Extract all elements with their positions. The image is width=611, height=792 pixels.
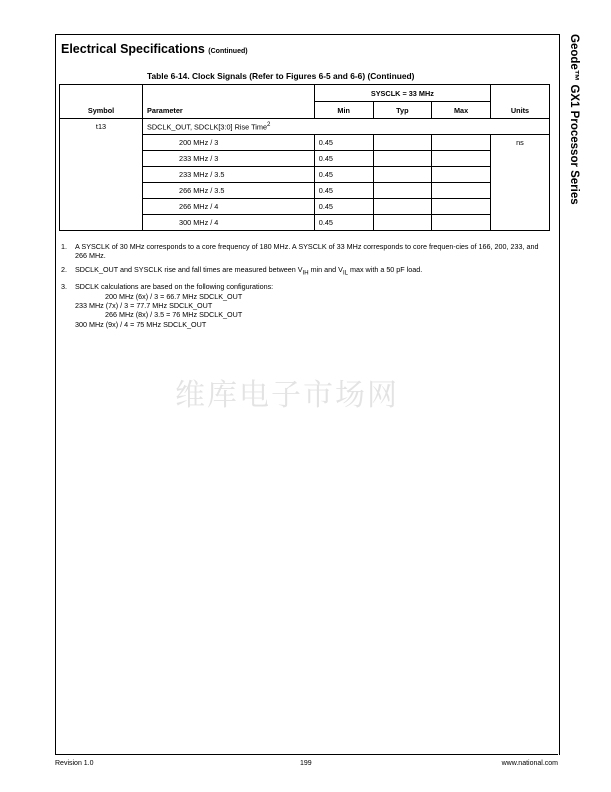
header-typ: Typ <box>373 102 432 119</box>
note-number: 2. <box>61 264 67 274</box>
note-number: 1. <box>61 242 67 251</box>
typ-cell <box>373 151 432 167</box>
calc-line: 266 MHz (8x) / 3.5 = 76 MHz SDCLK_OUT <box>105 310 243 320</box>
footer-divider <box>55 754 558 755</box>
calc-line: 233 MHz (7x) / 3 = 77.7 MHz SDCLK_OUT <box>75 300 213 310</box>
min-cell: 0.45 <box>314 183 373 199</box>
table-caption-text: Table 6-14. Clock Signals (Refer to Figures 6-5 and 6-6) (Continued) <box>147 71 415 81</box>
sdclk-calculations <box>61 292 551 329</box>
parameter-group-text: SDCLK_OUT, SDCLK[3:0] Rise Time <box>147 122 268 132</box>
min-cell: 0.45 <box>314 215 373 231</box>
note-1 <box>61 242 551 261</box>
parameter-cell: 266 MHz / 3.5 <box>143 183 315 199</box>
note-text: A SYSCLK of 30 MHz corresponds to a core frequency of 180 MHz. A SYSCLK of 33 MHz corresponds to core frequen-cies of 166, 200, 233, and 266 MHz. <box>75 242 539 261</box>
sidebar-title-text: Geode™ GX1 Processor Series <box>568 34 580 205</box>
note-sub-ih: IH <box>302 270 309 277</box>
note-text-b: min and V <box>308 264 343 274</box>
parameter-cell: 266 MHz / 4 <box>143 199 315 215</box>
min-cell: 0.45 <box>314 199 373 215</box>
symbol-cell: t13 <box>60 119 143 231</box>
units-cell: ns <box>490 135 549 231</box>
max-cell <box>432 183 491 199</box>
watermark-text: 维库电子市场网 <box>175 378 399 413</box>
note-text: SDCLK calculations are based on the following configurations: <box>75 282 274 292</box>
note-text-a: SDCLK_OUT and SYSCLK rise and fall times are measured between V <box>75 264 303 274</box>
calc-line: 200 MHz (6x) / 3 = 66.7 MHz SDCLK_OUT <box>105 291 243 301</box>
typ-cell <box>373 135 432 151</box>
min-cell: 0.45 <box>314 135 373 151</box>
header-symbol: Symbol <box>60 85 143 119</box>
header-sysclk-group: SYSCLK = 33 MHz <box>314 85 490 102</box>
note-text-c: max with a 50 pF load. <box>347 264 423 274</box>
parameter-group-cell <box>143 119 550 135</box>
max-cell <box>432 215 491 231</box>
typ-cell <box>373 215 432 231</box>
typ-cell <box>373 183 432 199</box>
footer-website: www.national.com <box>501 760 558 767</box>
header-units: Units <box>490 85 549 119</box>
section-title-text: Electrical Specifications <box>61 42 205 56</box>
max-cell <box>432 199 491 215</box>
table-row <box>60 119 550 135</box>
footnote-ref: 2 <box>267 121 271 129</box>
table-notes <box>61 242 551 329</box>
footer-page-number: 199 <box>300 760 312 767</box>
parameter-cell: 233 MHz / 3 <box>143 151 315 167</box>
header-parameter: Parameter <box>143 85 315 119</box>
max-cell <box>432 135 491 151</box>
note-number: 3. <box>61 282 67 292</box>
sidebar-title <box>562 34 584 224</box>
typ-cell <box>373 167 432 183</box>
parameter-cell: 300 MHz / 4 <box>143 215 315 231</box>
typ-cell <box>373 199 432 215</box>
footer-revision: Revision 1.0 <box>55 760 94 767</box>
max-cell <box>432 167 491 183</box>
clock-signals-table <box>59 84 550 231</box>
note-2 <box>61 265 551 279</box>
max-cell <box>432 151 491 167</box>
min-cell: 0.45 <box>314 167 373 183</box>
note-sub-il: IL <box>342 270 348 277</box>
parameter-cell: 200 MHz / 3 <box>143 135 315 151</box>
min-cell: 0.45 <box>314 151 373 167</box>
section-title-suffix: (Continued) <box>208 48 248 55</box>
header-min: Min <box>314 102 373 119</box>
calc-line: 300 MHz (9x) / 4 = 75 MHz SDCLK_OUT <box>75 319 207 329</box>
note-3 <box>61 282 551 291</box>
section-title <box>61 42 248 56</box>
parameter-cell: 233 MHz / 3.5 <box>143 167 315 183</box>
header-max: Max <box>432 102 491 119</box>
